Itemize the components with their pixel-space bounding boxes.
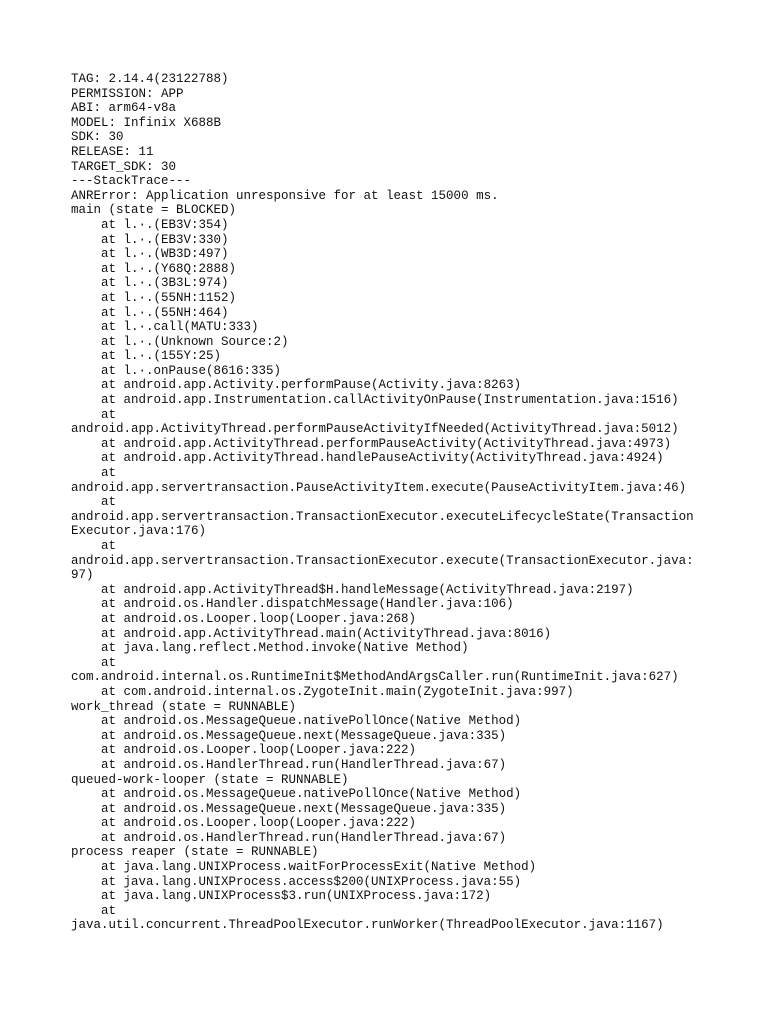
trace-line: at <box>71 466 117 481</box>
trace-line: at l.·.(Unknown Source:2) <box>71 334 289 349</box>
trace-line: at java.lang.UNIXProcess.waitForProcessExit(Native Method) <box>71 860 537 875</box>
trace-line: ANRError: Application unresponsive for at least 15000 ms. <box>71 188 499 203</box>
trace-line: PERMISSION: APP <box>71 86 184 101</box>
trace-line: at android.os.HandlerThread.run(HandlerThread.java:67) <box>71 757 507 772</box>
trace-line: at <box>71 495 117 510</box>
trace-line: at android.os.MessageQueue.nativePollOnce(Native Method) <box>71 714 522 729</box>
trace-line: at l.·.(EB3V:354) <box>71 217 229 232</box>
trace-line: at l.·.(3B3L:974) <box>71 276 229 291</box>
trace-line: work_thread (state = RUNNABLE) <box>71 699 297 714</box>
trace-line: queued-work-looper (state = RUNNABLE) <box>71 772 349 787</box>
trace-line: android.app.servertransaction.PauseActivityItem.execute(PauseActivityItem.java:46) <box>71 480 687 495</box>
trace-line: at l.·.(155Y:25) <box>71 349 222 364</box>
trace-line: at android.app.Instrumentation.callActivityOnPause(Instrumentation.java:1516) <box>71 393 679 408</box>
trace-line: at android.app.ActivityThread.handlePauseActivity(ActivityThread.java:4924) <box>71 451 664 466</box>
trace-line: at l.·.(Y68Q:2888) <box>71 261 237 276</box>
trace-line: at android.os.MessageQueue.next(MessageQueue.java:335) <box>71 801 507 816</box>
trace-line: at java.lang.UNIXProcess.access$200(UNIXProcess.java:55) <box>71 874 522 889</box>
trace-line: android.app.servertransaction.TransactionExecutor.executeLifecycleState(Transaction <box>71 509 694 524</box>
trace-line: at <box>71 903 117 918</box>
trace-line: at android.app.ActivityThread$H.handleMessage(ActivityThread.java:2197) <box>71 582 634 597</box>
trace-line: process reaper (state = RUNNABLE) <box>71 845 319 860</box>
trace-line: SDK: 30 <box>71 130 124 145</box>
trace-line: TAG: 2.14.4(23122788) <box>71 72 229 86</box>
trace-line: java.util.concurrent.ThreadPoolExecutor.runWorker(ThreadPoolExecutor.java:1167) <box>71 918 664 933</box>
trace-line: at l.·.onPause(8616:335) <box>71 363 282 378</box>
trace-line: android.app.ActivityThread.performPauseActivityIfNeeded(ActivityThread.java:5012) <box>71 422 679 437</box>
trace-line: at android.app.ActivityThread.main(ActivityThread.java:8016) <box>71 626 552 641</box>
trace-line: at android.os.MessageQueue.nativePollOnce(Native Method) <box>71 787 522 802</box>
trace-line: at l.·.(55NH:1152) <box>71 290 237 305</box>
trace-line: MODEL: Infinix X688B <box>71 115 222 130</box>
trace-line: at l.·.(WB3D:497) <box>71 247 229 262</box>
trace-line: at <box>71 539 117 553</box>
trace-line: at android.os.Looper.loop(Looper.java:222) <box>71 816 417 831</box>
trace-line: at com.android.internal.os.ZygoteInit.main(ZygoteInit.java:997) <box>71 684 574 699</box>
trace-line: ---StackTrace--- <box>71 174 192 189</box>
trace-line: at android.app.ActivityThread.performPauseActivity(ActivityThread.java:4973) <box>71 436 672 451</box>
trace-line: at l.·.(55NH:464) <box>71 305 229 320</box>
trace-line: com.android.internal.os.RuntimeInit$MethodAndArgsCaller.run(RuntimeInit.java:627) <box>71 670 679 685</box>
trace-line: Executor.java:176) <box>71 524 207 539</box>
trace-line: TARGET_SDK: 30 <box>71 159 177 174</box>
trace-line: android.app.servertransaction.TransactionExecutor.execute(TransactionExecutor.java: <box>71 553 694 568</box>
trace-line: ABI: arm64-v8a <box>71 101 177 116</box>
trace-line: at android.os.MessageQueue.next(MessageQueue.java:335) <box>71 728 507 743</box>
trace-line: at <box>71 655 117 670</box>
trace-line: RELEASE: 11 <box>71 144 154 159</box>
trace-line: at android.os.Looper.loop(Looper.java:222) <box>71 743 417 758</box>
trace-line: at android.os.HandlerThread.run(HandlerThread.java:67) <box>71 830 507 845</box>
trace-line: at l.·.(EB3V:330) <box>71 232 229 247</box>
trace-line: at l.·.call(MATU:333) <box>71 320 259 335</box>
trace-line: at <box>71 407 117 422</box>
stack-trace-document <box>71 72 711 933</box>
trace-line: at android.app.Activity.performPause(Activity.java:8263) <box>71 378 522 393</box>
trace-line: 97) <box>71 568 94 583</box>
trace-line: at java.lang.reflect.Method.invoke(Native Method) <box>71 641 469 656</box>
trace-line: at java.lang.UNIXProcess$3.run(UNIXProcess.java:172) <box>71 889 492 904</box>
trace-line: main (state = BLOCKED) <box>71 203 237 218</box>
trace-line: at android.os.Looper.loop(Looper.java:268) <box>71 611 417 626</box>
trace-line: at android.os.Handler.dispatchMessage(Handler.java:106) <box>71 597 514 612</box>
